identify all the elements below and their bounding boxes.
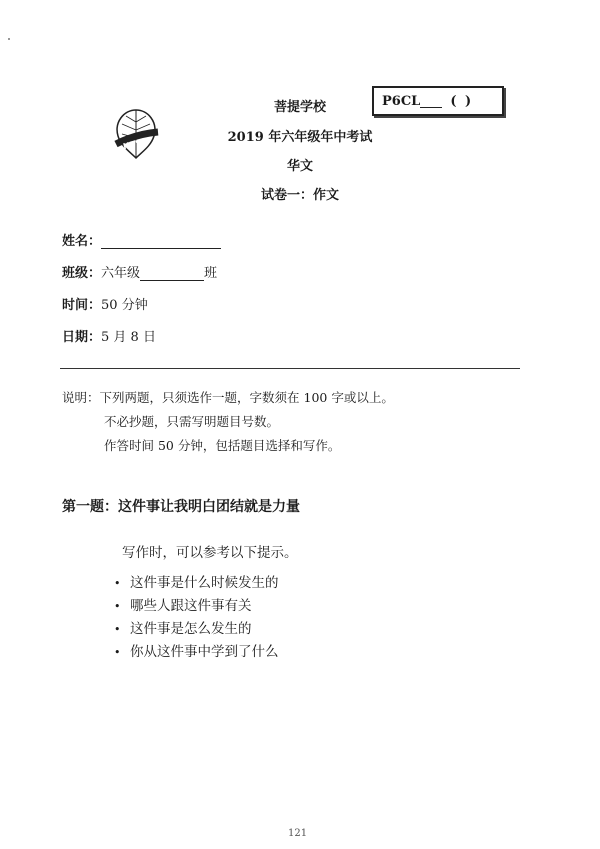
name-label: 姓名： xyxy=(62,234,102,249)
instructions xyxy=(62,386,394,458)
instruction-line-2: 不必抄题，只需写明题目号数。 xyxy=(104,414,280,429)
list-item: • 这件事是什么时候发生的 xyxy=(114,572,279,595)
instruction-line-3: 作答时间 50 分钟，包括题目选择和写作。 xyxy=(104,438,341,453)
class-label: 班级： xyxy=(62,266,102,281)
name-field xyxy=(62,230,221,249)
time-field xyxy=(62,294,148,313)
school-name: 菩提学校 xyxy=(273,100,326,115)
paper-title: 试卷一：作文 xyxy=(260,188,339,203)
class-prefix: P6CL xyxy=(382,93,421,109)
instructions-label: 说明： xyxy=(62,390,100,405)
hint-list xyxy=(114,572,279,664)
index-number-brackets[interactable]: ( ) xyxy=(450,93,474,109)
date-value: 5 月 8 日 xyxy=(101,330,156,345)
question-1-title: 第一题：这件事让我明白团结就是力量 xyxy=(62,499,300,515)
list-item: • 你从这件事中学到了什么 xyxy=(114,641,279,664)
name-blank[interactable] xyxy=(101,236,221,249)
time-value: 50 分钟 xyxy=(101,298,148,313)
class-field xyxy=(62,262,217,281)
time-label: 时间： xyxy=(62,298,102,313)
page-number: 121 xyxy=(288,828,308,839)
subject-title: 华文 xyxy=(286,159,313,174)
class-value-suffix: 班 xyxy=(204,266,218,281)
class-blank[interactable] xyxy=(140,268,204,281)
class-number-blank[interactable] xyxy=(420,95,442,108)
question-1-hint: 写作时，可以参考以下提示。 xyxy=(122,545,298,561)
list-item: • 哪些人跟这件事有关 xyxy=(114,595,279,618)
instruction-line-1: 说明：下列两题，只须选作一题，字数须在 100 字或以上。 xyxy=(62,390,394,405)
class-index-box xyxy=(372,86,504,116)
class-value-prefix: 六年级 xyxy=(101,266,141,281)
list-item: • 这件事是怎么发生的 xyxy=(114,618,279,641)
exam-title: 2019 年六年级年中考试 xyxy=(227,130,373,145)
date-label: 日期： xyxy=(62,330,102,345)
svg-text:HBS: HBS xyxy=(122,137,143,152)
school-logo-icon xyxy=(112,104,160,160)
scan-speck xyxy=(8,38,10,40)
date-field xyxy=(62,326,156,345)
section-divider xyxy=(60,368,520,369)
